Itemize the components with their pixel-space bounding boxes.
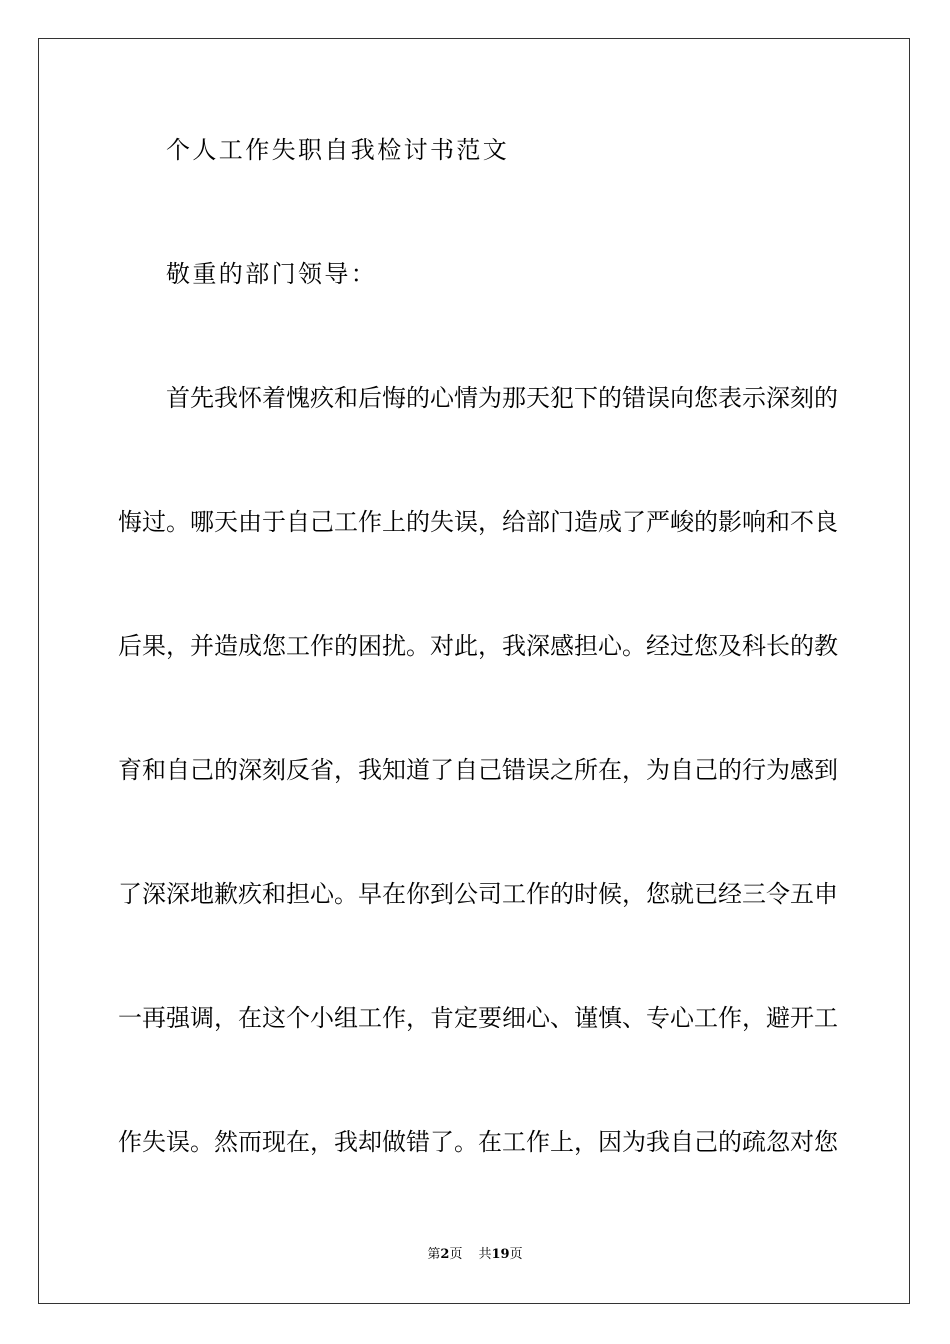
body-line: 了深深地歉疚和担心。早在你到公司工作的时候，您就已经三令五申 xyxy=(118,880,838,908)
body-line: 作失误。然而现在，我却做错了。在工作上，因为我自己的疏忽对您 xyxy=(118,1128,838,1156)
page-prefix: 第 xyxy=(427,1247,441,1262)
total-prefix: 共 xyxy=(478,1247,492,1262)
page-border xyxy=(38,38,910,1304)
page-footer xyxy=(0,1246,950,1264)
document-title: 个人工作失职自我检讨书范文 xyxy=(166,136,510,164)
total-pages: 19 xyxy=(491,1247,510,1262)
page-number: 2 xyxy=(440,1247,450,1262)
total-suffix: 页 xyxy=(509,1247,523,1262)
salutation: 敬重的部门领导： xyxy=(166,260,378,288)
body-line: 一再强调，在这个小组工作，肯定要细心、谨慎、专心工作，避开工 xyxy=(118,1004,838,1032)
body-line: 悔过。哪天由于自己工作上的失误，给部门造成了严峻的影响和不良 xyxy=(118,508,838,536)
body-line: 后果，并造成您工作的困扰。对此，我深感担心。经过您及科长的教 xyxy=(118,632,838,660)
body-line: 首先我怀着愧疚和后悔的心情为那天犯下的错误向您表示深刻的 xyxy=(166,384,838,412)
page-suffix: 页 xyxy=(449,1247,463,1262)
body-line: 育和自己的深刻反省，我知道了自己错误之所在，为自己的行为感到 xyxy=(118,756,838,784)
